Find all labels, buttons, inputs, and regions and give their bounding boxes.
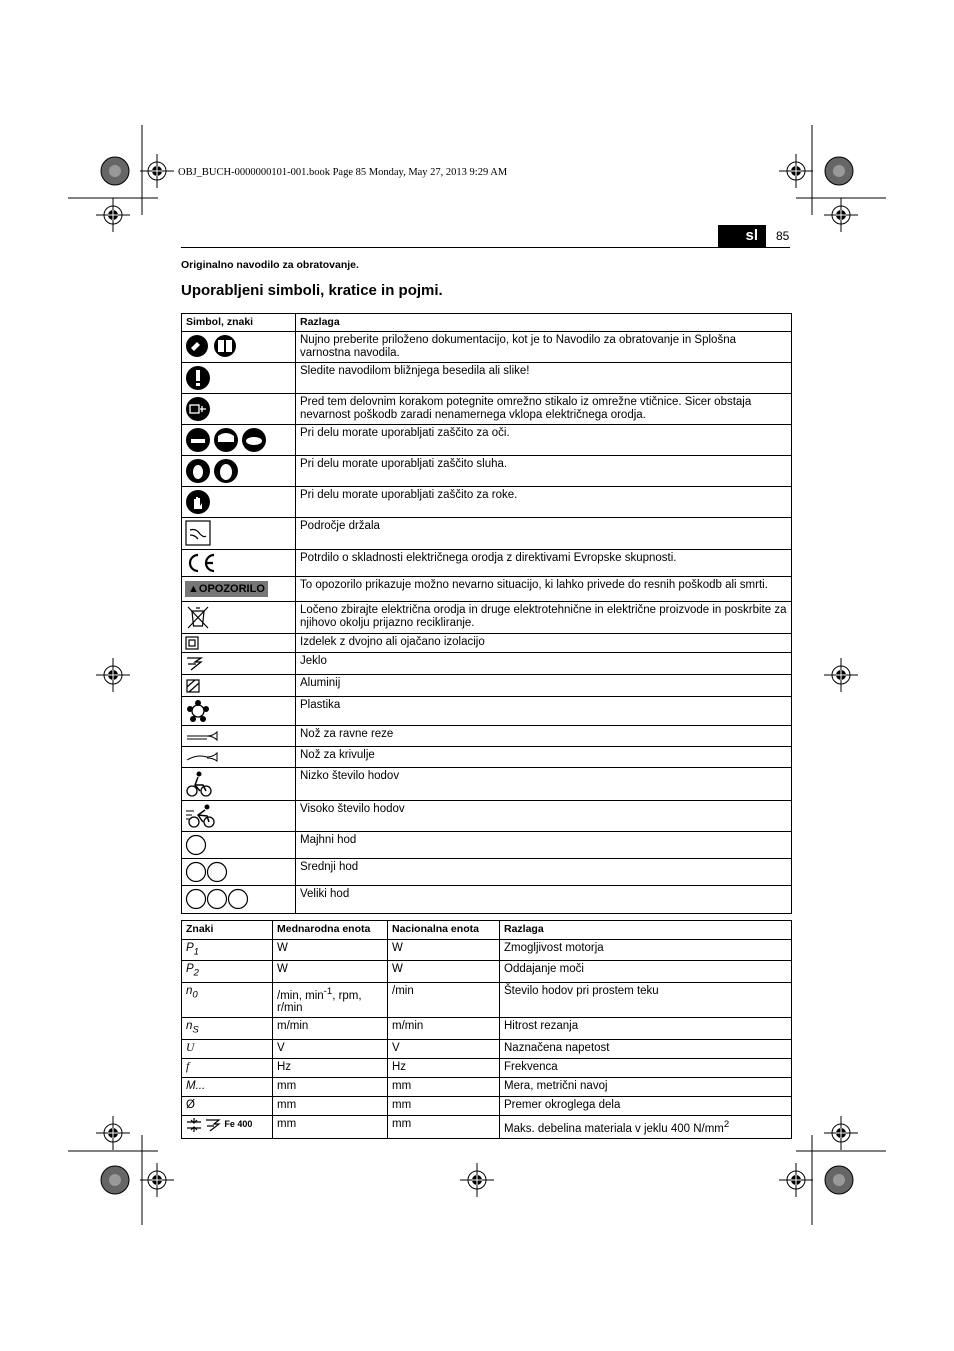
column-header: Razlaga	[500, 921, 792, 940]
table-cell: mm	[273, 1115, 388, 1138]
table-row	[182, 577, 792, 602]
table-cell: /min, $\min^{-1}$, rpm, r/min	[273, 982, 388, 1018]
column-header: Znaki	[182, 921, 273, 940]
steel-icon	[185, 655, 206, 667]
table-cell: Maks. debelina materiala v jeklu 400 $N/mm^2$	[500, 1115, 792, 1138]
table-cell: /min	[388, 982, 500, 1018]
symbol-cell: $n_0$	[182, 982, 273, 1018]
slow-cyclist-icon	[185, 770, 216, 782]
symbol-cell: Ø	[182, 1096, 273, 1115]
table-row	[182, 961, 792, 982]
warning-label-icon: ▲OPOZORILO	[185, 581, 268, 597]
table-cell: Jeklo	[296, 653, 792, 675]
language-badge: sl	[718, 225, 766, 247]
table-cell: Frekvenca	[500, 1058, 792, 1077]
print-info: OBJ_BUCH-0000000101-001.book Page 85 Monday, May 27, 2013 9:29 AM	[178, 167, 508, 178]
header-rule	[181, 247, 790, 248]
table-cell: Plastika	[296, 697, 792, 726]
table-row	[182, 394, 792, 425]
table-cell: Področje držala	[296, 518, 792, 550]
table-cell: Nizko število hodov	[296, 768, 792, 801]
table-row	[182, 363, 792, 394]
table-row	[182, 886, 792, 914]
table-cell: Mera, metrični navoj	[500, 1077, 792, 1096]
table-cell: mm	[273, 1096, 388, 1115]
table-cell: m/min	[273, 1018, 388, 1039]
one-circle-icon	[185, 834, 210, 846]
table-cell: W	[388, 961, 500, 982]
double-insulation-icon	[185, 636, 202, 648]
table-row	[182, 697, 792, 726]
table-cell: Število hodov pri prostem teku	[500, 982, 792, 1018]
table-row	[182, 653, 792, 675]
two-circles-icon	[185, 861, 232, 873]
column-header: Razlaga	[296, 314, 792, 332]
subtitle: Originalno navodilo za obratovanje.	[181, 259, 359, 271]
unplug-icon	[185, 396, 214, 408]
exclamation-icon	[185, 365, 214, 377]
table-cell: Hz	[388, 1058, 500, 1077]
column-header: Nacionalna enota	[388, 921, 500, 940]
symbol-cell: U	[182, 1039, 273, 1058]
table-cell: Nož za ravne reze	[296, 726, 792, 747]
grip-area-icon	[185, 520, 214, 532]
table-cell: Veliki hod	[296, 886, 792, 914]
table-row	[182, 634, 792, 653]
table-row	[182, 726, 792, 747]
page-number: 85	[776, 229, 790, 243]
table-cell: Aluminij	[296, 675, 792, 697]
steel-icon	[205, 1118, 221, 1130]
table-row	[182, 1039, 792, 1058]
table-cell: Majhni hod	[296, 832, 792, 859]
table-cell: mm	[388, 1115, 500, 1138]
table-row	[182, 768, 792, 801]
table-row	[182, 425, 792, 456]
straight-blade-icon	[185, 728, 222, 740]
table-header-row	[182, 921, 792, 940]
thickness-icon	[186, 1118, 202, 1130]
table-row	[182, 550, 792, 577]
table-row	[182, 940, 792, 961]
table-cell: Izdelek z dvojno ali ojačano izolacijo	[296, 634, 792, 653]
table-cell: mm	[388, 1077, 500, 1096]
table-row	[182, 801, 792, 832]
symbol-cell: $n_S$	[182, 1018, 273, 1039]
table-row	[182, 859, 792, 886]
three-circles-icon	[185, 888, 254, 900]
column-header: Mednarodna enota	[273, 921, 388, 940]
eye-protection-icon	[185, 427, 272, 439]
table-row	[182, 832, 792, 859]
table-cell: V	[388, 1039, 500, 1058]
table-row	[182, 1058, 792, 1077]
table-cell: W	[388, 940, 500, 961]
table-cell: Visoko število hodov	[296, 801, 792, 832]
ear-protection-icon	[185, 458, 244, 470]
table-cell: Pred tem delovnim korakom potegnite omrežno stikalo iz omrežne vtičnice. Sicer obstaja nevarnost poškodb zaradi nenamernega vklopa električnega orodja.	[296, 394, 792, 425]
table-cell: V	[273, 1039, 388, 1058]
table-cell: Hitrost rezanja	[500, 1018, 792, 1039]
table-row	[182, 1077, 792, 1096]
units-table	[181, 920, 792, 1139]
column-header: Simbol, znaki	[182, 314, 296, 332]
table-cell: mm	[388, 1096, 500, 1115]
table-cell: W	[273, 940, 388, 961]
table-row	[182, 1115, 792, 1138]
symbol-cell: f	[182, 1058, 273, 1077]
symbol-cell	[182, 1115, 273, 1138]
table-header-row	[182, 314, 792, 332]
table-row	[182, 332, 792, 363]
table-cell: Pri delu morate uporabljati zaščito za oči.	[296, 425, 792, 456]
hand-protection-icon	[185, 489, 214, 501]
table-row	[182, 747, 792, 768]
table-cell: Naznačena napetost	[500, 1039, 792, 1058]
symbol-cell: M...	[182, 1077, 273, 1096]
curve-blade-icon	[185, 749, 222, 761]
table-row	[182, 518, 792, 550]
table-cell: Hz	[273, 1058, 388, 1077]
fast-cyclist-icon	[185, 803, 220, 815]
page-title: Uporabljeni simboli, kratice in pojmi.	[181, 282, 443, 299]
table-cell: m/min	[388, 1018, 500, 1039]
plastic-icon	[185, 699, 214, 711]
symbols-table	[181, 313, 792, 914]
ce-mark-icon	[185, 552, 222, 564]
table-row	[182, 487, 792, 518]
table-cell: Nujno preberite priloženo dokumentacijo, kot je to Navodilo za obratovanje in Splošna varnostna navodila.	[296, 332, 792, 363]
table-cell: Oddajanje moči	[500, 961, 792, 982]
table-row	[182, 456, 792, 487]
table-cell: Pri delu morate uporabljati zaščito sluha.	[296, 456, 792, 487]
table-cell: To opozorilo prikazuje možno nevarno situacijo, ki lahko privede do resnih poškodb ali smrti.	[296, 577, 792, 602]
table-row	[182, 982, 792, 1018]
table-row	[182, 1018, 792, 1039]
table-cell: Srednji hod	[296, 859, 792, 886]
fe-grade-label: Fe 400	[224, 1118, 253, 1129]
table-cell: Sledite navodilom bližnjega besedila ali slike!	[296, 363, 792, 394]
table-cell: mm	[273, 1077, 388, 1096]
table-cell: Nož za krivulje	[296, 747, 792, 768]
table-cell: Zmogljivost motorja	[500, 940, 792, 961]
table-cell: Premer okroglega dela	[500, 1096, 792, 1115]
weee-bin-icon	[185, 604, 214, 616]
symbol-cell: $P_1$	[182, 940, 273, 961]
table-cell: W	[273, 961, 388, 982]
table-row	[182, 675, 792, 697]
table-cell: Ločeno zbirajte električna orodja in druge elektrotehnične in električne proizvode in poskrbite za njihovo okolju prijazno recikliranje.	[296, 602, 792, 634]
table-cell: Pri delu morate uporabljati zaščito za roke.	[296, 487, 792, 518]
table-row	[182, 1096, 792, 1115]
table-cell: Potrdilo o skladnosti električnega orodja z direktivami Evropske skupnosti.	[296, 550, 792, 577]
aluminium-icon	[185, 677, 206, 689]
table-row	[182, 602, 792, 634]
symbol-cell: $P_2$	[182, 961, 273, 982]
read-manual-icon	[185, 334, 242, 346]
